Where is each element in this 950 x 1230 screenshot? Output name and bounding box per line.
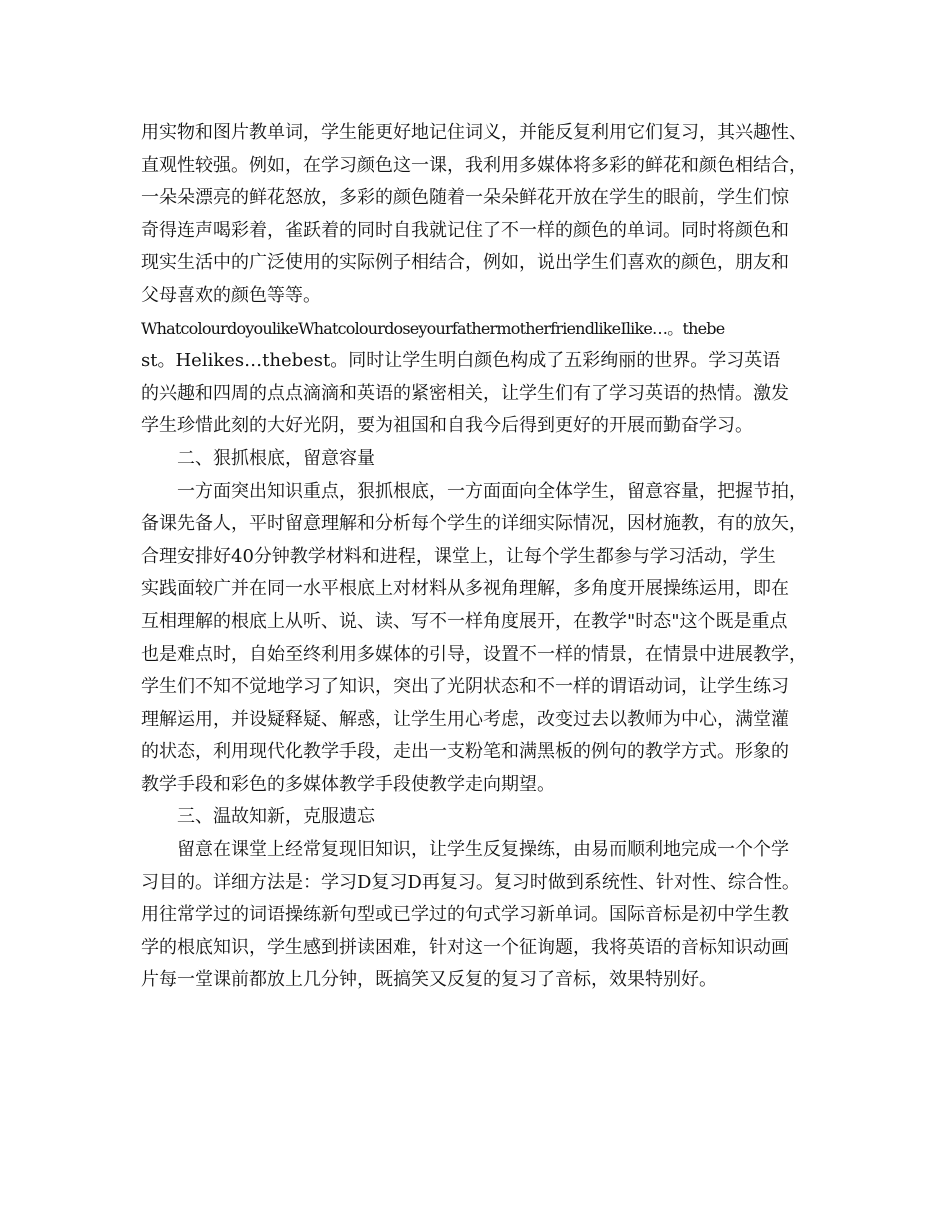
text-line: 一朵朵漂亮的鲜花怒放，多彩的颜色随着一朵朵鲜花开放在学生的眼前，学生们惊 <box>141 187 789 209</box>
text-line: 一方面突出知识重点，狠抓根底，一方面面向全体学生，留意容量，把握节拍， <box>177 480 807 502</box>
section-heading: 三、温故知新，克服遗忘 <box>177 806 375 828</box>
text-line: 实践面较广并在同一水平根底上对材料从多视角理解，多角度开展操练运用，即在 <box>141 578 789 600</box>
text-line: 奇得连声喝彩着，雀跃着的同时自我就记住了不一样的颜色的单词。同时将颜色和 <box>141 219 789 241</box>
text-line: 备课先备人，平时留意理解和分析每个学生的详细实际情况，因材施教，有的放矢， <box>141 513 807 535</box>
text-line: 理解运用，并设疑释疑、解惑，让学生用心考虑，改变过去以教师为中心，满堂灌 <box>141 708 789 730</box>
document-body <box>141 117 821 997</box>
text-line: 学生珍惜此刻的大好光阴，要为祖国和自我今后得到更好的开展而勤奋学习。 <box>141 415 753 437</box>
text-line: st。Helikes…thebest。同时让学生明白颜色构成了五彩绚丽的世界。学习英语 <box>141 350 781 372</box>
text-line: 合理安排好40分钟教学材料和进程，课堂上，让每个学生都参与学习活动，学生 <box>141 545 776 567</box>
text-line: 的状态，利用现代化教学手段，走出一支粉笔和满黑板的例句的教学方式。形象的 <box>141 741 789 763</box>
text-line: 直观性较强。例如，在学习颜色这一课，我利用多媒体将多彩的鲜花和颜色相结合， <box>141 154 807 176</box>
text-line: 也是难点时，自始至终利用多媒体的引导，设置不一样的情景，在情景中进展教学， <box>141 643 807 665</box>
text-line: 学的根底知识，学生感到拼读困难，针对这一个征询题，我将英语的音标知识动画 <box>141 936 789 958</box>
text-line: 教学手段和彩色的多媒体教学手段使教学走向期望。 <box>141 773 555 795</box>
text-line: WhatcolourdoyoulikeWhatcolourdoseyourfathermotherfriendlikeIlike…。thebe <box>141 318 725 338</box>
text-line: 现实生活中的广泛使用的实际例子相结合，例如，说出学生们喜欢的颜色，朋友和 <box>141 252 789 274</box>
text-line: 互相理解的根底上从听、说、读、写不一样角度展开，在教学"时态"这个既是重点 <box>141 610 788 632</box>
section-heading: 二、狠抓根底，留意容量 <box>177 447 375 469</box>
text-line: 的兴趣和四周的点点滴滴和英语的紧密相关，让学生们有了学习英语的热情。激发 <box>141 382 789 404</box>
text-line: 片每一堂课前都放上几分钟，既搞笑又反复的复习了音标，效果特别好。 <box>141 969 717 991</box>
text-line: 习目的。详细方法是：学习D复习D再复习。复习时做到系统性、针对性、综合性。 <box>141 871 800 893</box>
text-line: 用实物和图片教单词，学生能更好地记住词义，并能反复利用它们复习，其兴趣性、 <box>141 122 807 143</box>
text-line: 父母喜欢的颜色等等。 <box>141 284 321 306</box>
text-line: 学生们不知不觉地学习了知识，突出了光阴状态和不一样的谓语动词，让学生练习 <box>141 676 789 698</box>
text-line: 留意在课堂上经常复现旧知识，让学生反复操练，由易而顺利地完成一个个学 <box>177 839 789 861</box>
text-line: 用往常学过的词语操练新句型或已学过的句式学习新单词。国际音标是初中学生教 <box>141 904 789 926</box>
